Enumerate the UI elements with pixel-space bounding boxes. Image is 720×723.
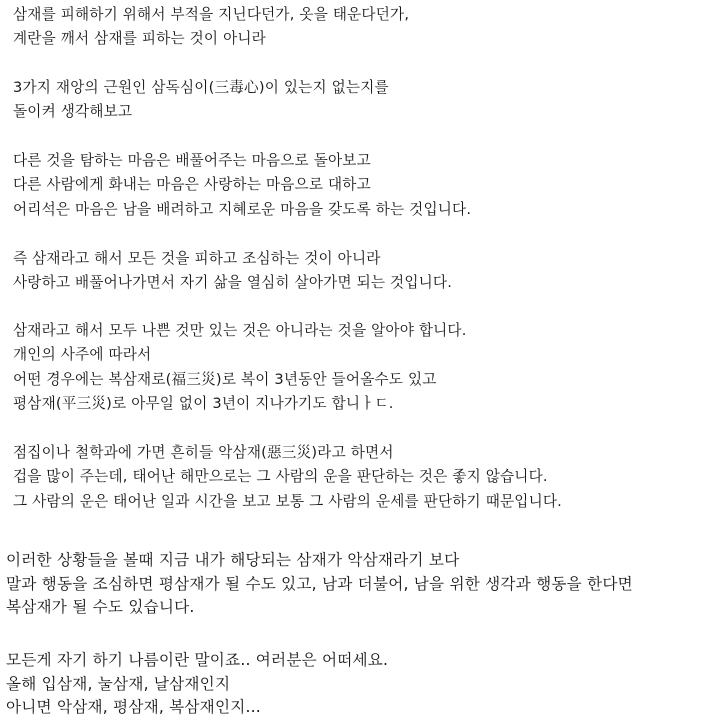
paragraph-samjae-types xyxy=(0,319,467,417)
text-line: 점집이나 철학과에 가면 흔히들 악삼재(惡三災)라고 하면서 xyxy=(13,444,394,461)
text-line: 복삼재가 될 수도 있습니다. xyxy=(6,598,195,617)
text-line: 올해 입삼재, 눌삼재, 날삼재인지 xyxy=(6,674,231,693)
text-line: 돌이켜 생각해보고 xyxy=(13,103,133,121)
text-line: 개인의 사주에 따라서 xyxy=(13,346,152,364)
paragraph-mind xyxy=(0,149,471,222)
text-line: 3가지 재앙의 근원인 삼독심이(三毒心)이 있는지 없는지를 xyxy=(13,79,389,96)
text-line: 계란을 깨서 삼재를 피하는 것이 아니라 xyxy=(13,30,266,48)
text-line: 평삼재(平三災)로 아무일 없이 3년이 지나가기도 합니ㅏㄷ. xyxy=(13,395,394,413)
text-line: 삼재를 피해하기 위해서 부적을 지닌다던가, 옷을 태운다던가, xyxy=(13,6,410,23)
text-line: 겁을 많이 주는데, 태어난 해만으로는 그 사람의 운을 판단하는 것은 좋지 않습니다. xyxy=(13,468,548,486)
text-line: 모든게 자기 하기 나름이란 말이죠.. 여러분은 어떠세요. xyxy=(6,651,389,669)
paragraph-three-poisons xyxy=(0,76,389,125)
text-line: 어떤 경우에는 복삼재로(福三災)로 복이 3년동안 들어올수도 있고 xyxy=(13,370,437,388)
text-line: 사랑하고 배풀어나가면서 자기 삶을 열심히 살아가면 되는 것입니다. xyxy=(13,274,453,292)
text-line: 말과 행동을 조심하면 평삼재가 될 수도 있고, 남과 더불어, 남을 위한 생각과 행동을 한다면 xyxy=(6,574,633,593)
text-line: 그 사람의 운은 태어난 일과 시간을 보고 보통 그 사람의 운세를 판단하기 때문입니다. xyxy=(13,492,563,510)
text-line: 삼재라고 해서 모두 나쁜 것만 있는 것은 아니라는 것을 알아야 합니다. xyxy=(13,322,467,339)
paragraph-closing xyxy=(0,649,388,720)
text-line: 다른 사람에게 화내는 마음은 사랑하는 마음으로 대하고 xyxy=(13,176,371,194)
text-line: 어리석은 마음은 남을 배려하고 지혜로운 마음을 갖도록 하는 것입니다. xyxy=(13,200,472,218)
paragraph-situation xyxy=(0,549,633,620)
text-line: 아니면 악삼재, 평삼재, 복삼재인지... xyxy=(6,698,261,717)
paragraph-amulet xyxy=(0,3,409,52)
text-line: 다른 것을 탐하는 마음은 배풀어주는 마음으로 돌아보고 xyxy=(13,152,371,169)
paragraph-samjae-meaning xyxy=(0,247,452,296)
text-line: 즉 삼재라고 해서 모든 것을 피하고 조심하는 것이 아니라 xyxy=(13,250,381,267)
text-line: 이러한 상황들을 볼때 지금 내가 해당되는 삼재가 악삼재라기 보다 xyxy=(6,551,460,569)
paragraph-fortune-telling xyxy=(0,441,562,514)
